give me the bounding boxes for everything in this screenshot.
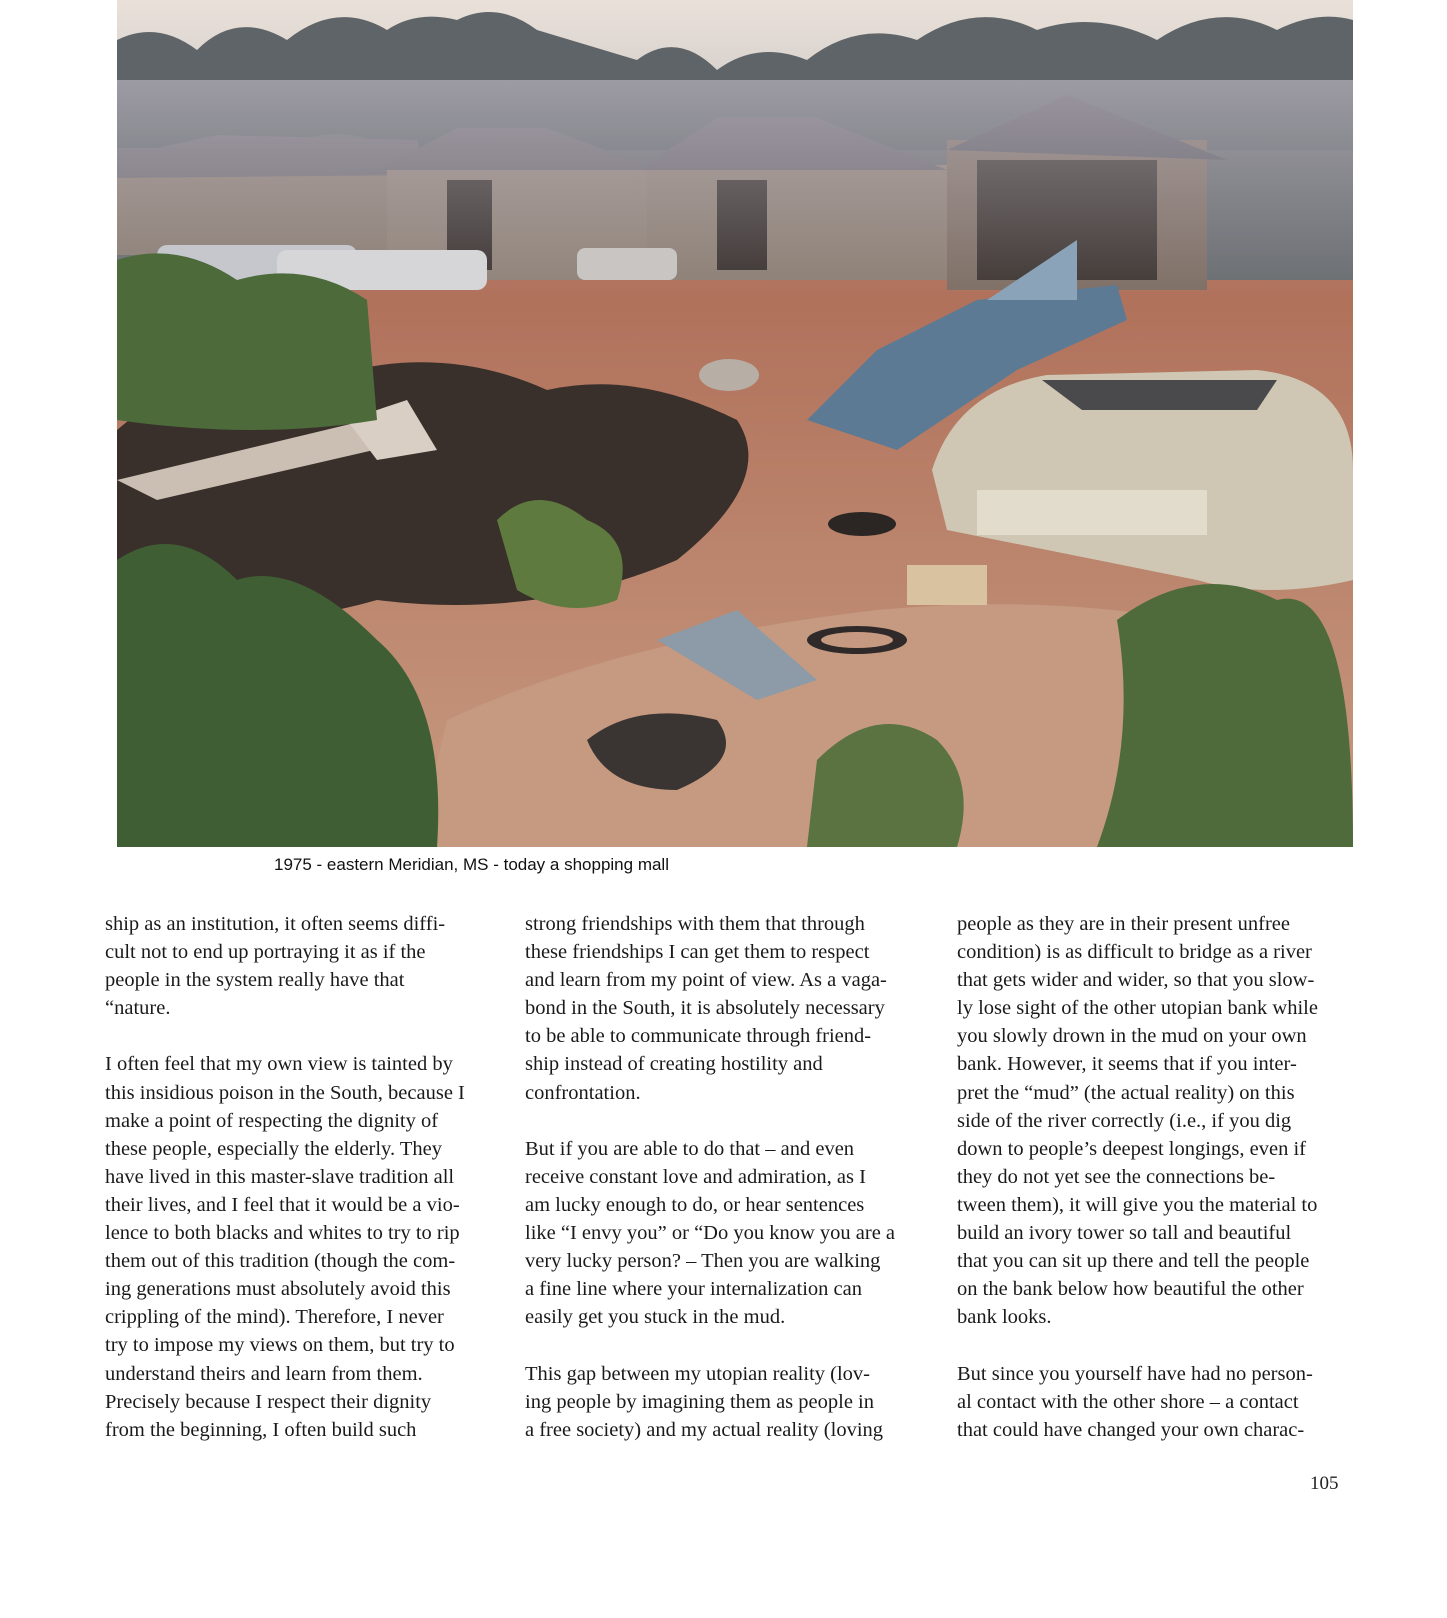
text-line: a fine line where your internalization can	[525, 1278, 862, 1301]
text-line: that you can sit up there and tell the people	[957, 1250, 1310, 1273]
text-line: pret the “mud” (the actual reality) on this	[957, 1081, 1295, 1104]
text-line: side of the river correctly (i.e., if you dig	[957, 1109, 1292, 1132]
text-line: very lucky person? – Then you are walking	[525, 1250, 881, 1273]
paragraph-break	[957, 1331, 1362, 1359]
text-line: try to impose my views on them, but try to	[105, 1334, 455, 1357]
text-line: and learn from my point of view. As a vaga-	[525, 969, 887, 992]
text-line: receive constant love and admiration, as I	[525, 1165, 866, 1188]
paragraph-break	[525, 1331, 930, 1359]
text-line: ship instead of creating hostility and	[525, 1053, 823, 1076]
text-line: cult not to end up portraying it as if the	[105, 941, 426, 964]
page-number: 105	[1310, 1473, 1339, 1494]
text-line: But since you yourself have had no person-	[957, 1362, 1313, 1385]
photo-scene	[117, 0, 1353, 847]
text-line: tween them), it will give you the material to	[957, 1193, 1318, 1216]
paragraph-break	[525, 1107, 930, 1135]
text-line: make a point of respecting the dignity of	[105, 1109, 439, 1132]
text-line: easily get you stuck in the mud.	[525, 1306, 786, 1329]
text-line: you slowly drown in the mud on your own	[957, 1025, 1307, 1048]
text-column-3	[957, 910, 1362, 1444]
text-line: that could have changed your own charac-	[957, 1418, 1305, 1441]
text-line: crippling of the mind). Therefore, I never	[105, 1306, 444, 1329]
text-line: a free society) and my actual reality (loving	[525, 1418, 884, 1441]
text-line: these people, especially the elderly. They	[105, 1137, 442, 1160]
text-line: on the bank below how beautiful the other	[957, 1278, 1304, 1301]
text-line: strong friendships with them that through	[525, 913, 865, 935]
text-line: I often feel that my own view is tainted by	[105, 1053, 453, 1076]
text-line: down to people’s deepest longings, even if	[957, 1137, 1307, 1160]
text-line: “nature.	[105, 997, 171, 1020]
text-line: But if you are able to do that – and even	[525, 1137, 855, 1160]
text-line: bank. However, it seems that if you inter-	[957, 1053, 1297, 1076]
text-line: they do not yet see the connections be-	[957, 1165, 1276, 1188]
text-line: al contact with the other shore – a contact	[957, 1390, 1299, 1413]
photograph	[117, 0, 1353, 847]
text-column-2	[525, 910, 930, 1444]
text-line: these friendships I can get them to respect	[525, 941, 870, 964]
text-line: ing generations must absolutely avoid this	[105, 1278, 451, 1301]
text-line: This gap between my utopian reality (lov-	[525, 1362, 870, 1385]
text-line: ship as an institution, it often seems diffi-	[105, 913, 446, 935]
text-line: people as they are in their present unfree	[957, 913, 1290, 935]
text-line: Precisely because I respect their dignity	[105, 1390, 432, 1413]
text-line: ing people by imagining them as people in	[525, 1390, 875, 1413]
text-line: their lives, and I feel that it would be a vio-	[105, 1193, 460, 1216]
text-line: to be able to communicate through friend-	[525, 1025, 872, 1048]
text-line: confrontation.	[525, 1081, 641, 1104]
photo-caption: 1975 - eastern Meridian, MS - today a shopping mall	[274, 855, 669, 874]
text-line: like “I envy you” or “Do you know you are a	[525, 1222, 896, 1245]
text-line: build an ivory tower so tall and beautiful	[957, 1222, 1292, 1245]
text-line: ly lose sight of the other utopian bank while	[957, 997, 1318, 1020]
text-line: this insidious poison in the South, because I	[105, 1081, 465, 1104]
text-line: am lucky enough to do, or hear sentences	[525, 1193, 865, 1216]
text-line: that gets wider and wider, so that you slow-	[957, 969, 1315, 992]
paragraph-break	[105, 1022, 510, 1050]
text-line: bond in the South, it is absolutely necessary	[525, 997, 885, 1020]
text-line: bank looks.	[957, 1306, 1052, 1329]
text-line: understand theirs and learn from them.	[105, 1362, 423, 1385]
text-line: lence to both blacks and whites to try to rip	[105, 1222, 460, 1245]
text-line: them out of this tradition (though the com-	[105, 1250, 456, 1273]
text-line: people in the system really have that	[105, 969, 405, 992]
text-column-1	[105, 910, 510, 1444]
text-line: from the beginning, I often build such	[105, 1418, 417, 1441]
text-line: have lived in this master-slave tradition all	[105, 1165, 455, 1188]
text-line: condition) is as difficult to bridge as a river	[957, 941, 1312, 964]
